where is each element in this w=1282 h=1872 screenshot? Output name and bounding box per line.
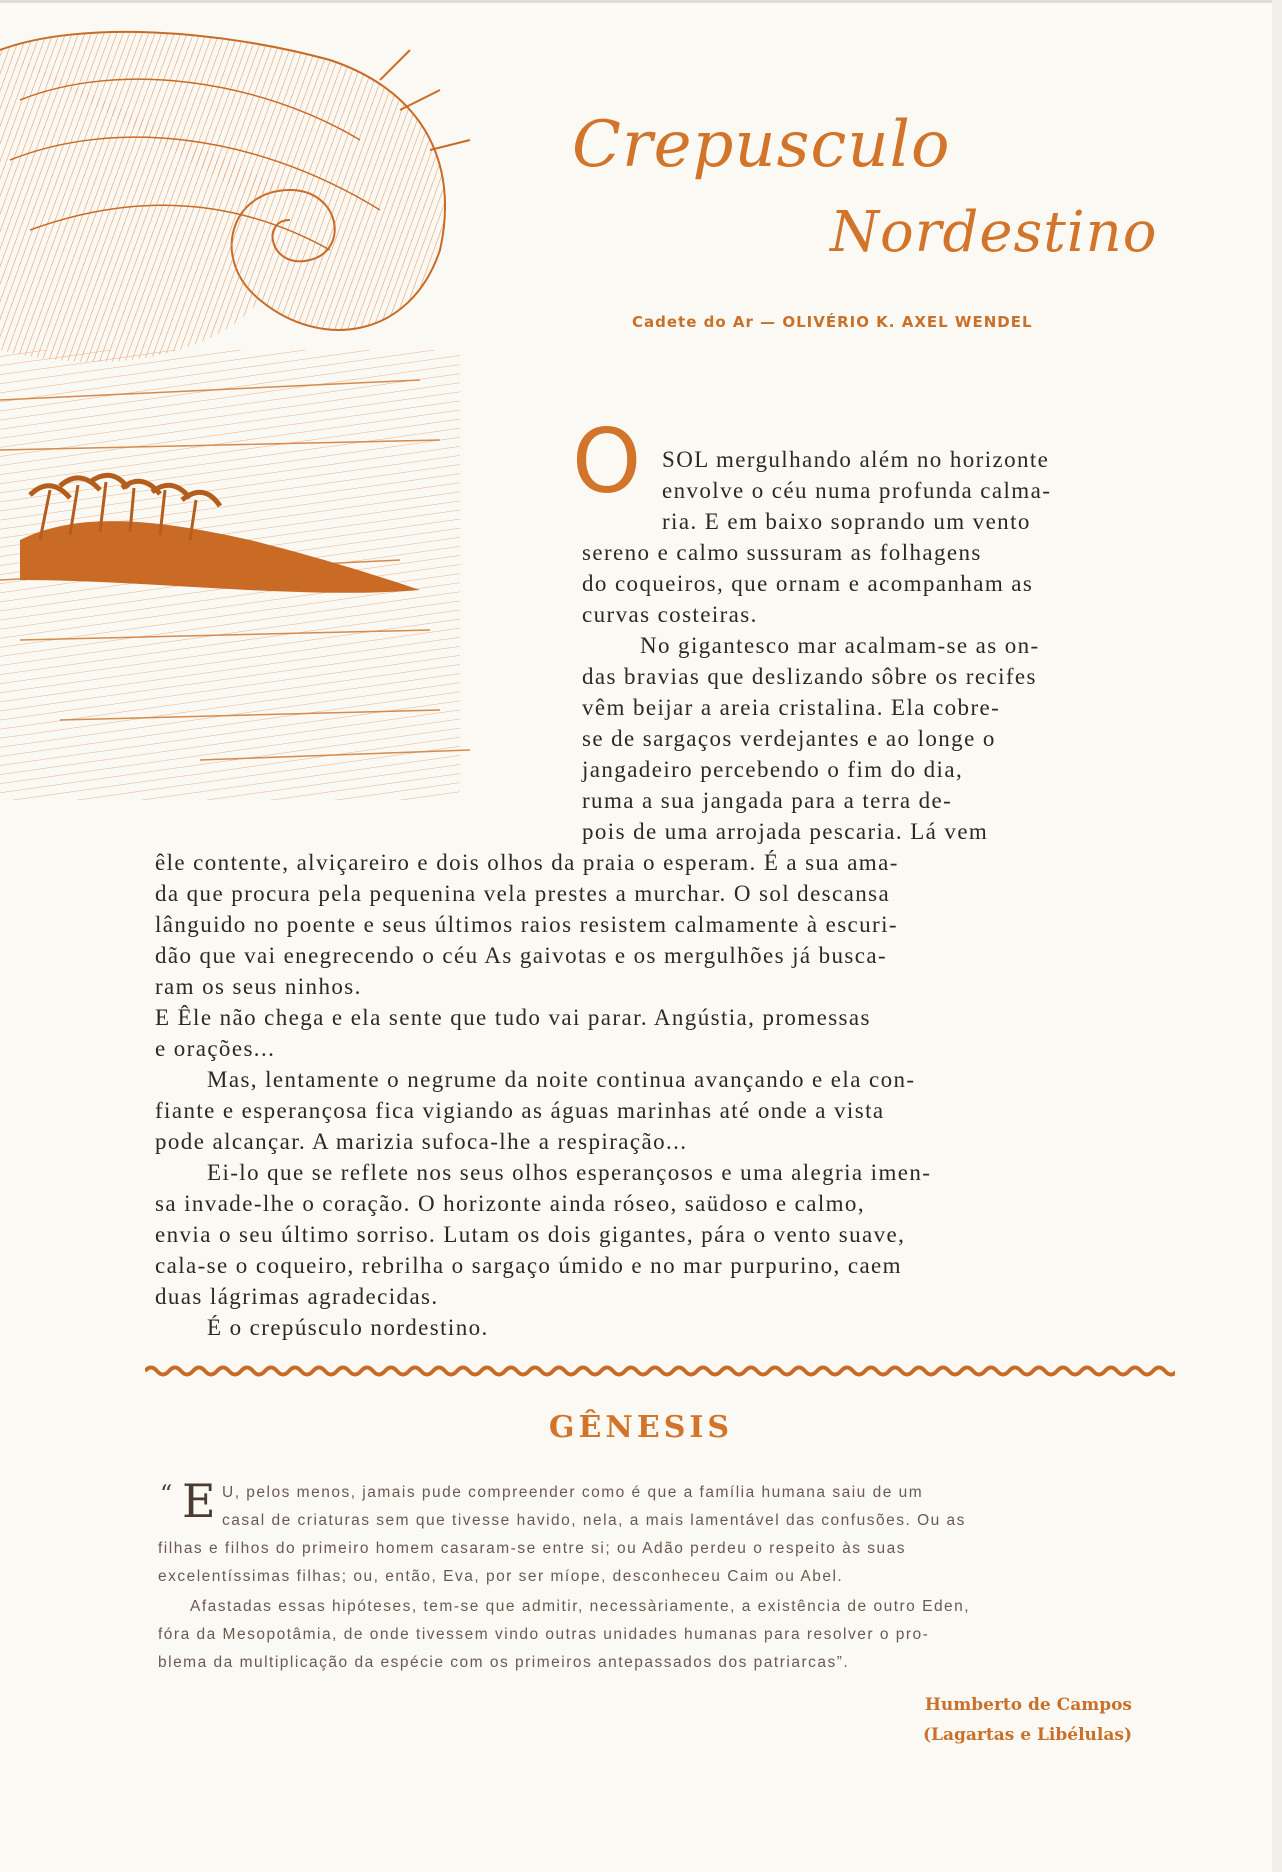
- drop-cap: O: [572, 410, 642, 513]
- wavy-divider: [145, 1362, 1175, 1380]
- body-line: dão que vai enegrecendo o céu As gaivotas e os mergulhões já busca-: [155, 943, 888, 968]
- genesis-line: Afastadas essas hipóteses, tem-se que admitir, necessàriamente, a existência de outro Eden,: [190, 1598, 971, 1615]
- body-line: pode alcançar. A marizia sufoca-lhe a respiração...: [155, 1129, 688, 1154]
- author-name: Humberto de Campos: [924, 1695, 1132, 1715]
- body-line: da que procura pela pequenina vela prestes a murchar. O sol descansa: [155, 881, 891, 906]
- genesis-line: fóra da Mesopotâmia, de onde tivessem vindo outras unidades humanas para resolver o pro-: [158, 1626, 930, 1643]
- body-line: sereno e calmo sussuram as folhagens: [582, 540, 982, 565]
- body-line: sa invade-lhe o coração. O horizonte ainda róseo, saüdoso e calmo,: [155, 1191, 865, 1216]
- wave-illustration: [0, 20, 490, 800]
- body-line: fiante e esperançosa fica vigiando as águas marinhas até onde a vista: [155, 1098, 885, 1123]
- body-line: E Êle não chega e ela sente que tudo vai parar. Angústia, promessas: [155, 1005, 871, 1030]
- body-line: se de sargaços verdejantes e ao longe o: [582, 726, 996, 751]
- body-line: ram os seus ninhos.: [155, 974, 362, 999]
- body-line: ria. E em baixo soprando um vento: [662, 509, 1031, 534]
- body-line: envia o seu último sorriso. Lutam os dois gigantes, pára o vento suave,: [155, 1222, 906, 1247]
- body-line: Ei-lo que se reflete nos seus olhos esperançosos e uma alegria imen-: [207, 1160, 932, 1185]
- body-line: cala-se o coqueiro, rebrilha o sargaço úmido e no mar purpurino, caem: [155, 1253, 902, 1278]
- body-line: e orações...: [155, 1036, 276, 1061]
- genesis-drop-cap: E: [182, 1474, 216, 1528]
- body-line: êle contente, alviçareiro e dois olhos da praia o esperam. É a sua ama-: [155, 850, 899, 875]
- open-quote: “: [160, 1480, 173, 1508]
- body-line: vêm beijar a areia cristalina. Ela cobre-: [582, 695, 1001, 720]
- body-line: envolve o céu numa profunda calma-: [662, 478, 1052, 503]
- genesis-title: GÊNESIS: [548, 1410, 734, 1445]
- body-line: lânguido no poente e seus últimos raios resistem calmamente à escuri-: [155, 912, 898, 937]
- genesis-line: filhas e filhos do primeiro homem casaram-se entre si; ou Adão perdeu o respeito às suas: [158, 1540, 907, 1557]
- body-line: do coqueiros, que ornam e acompanham as: [582, 571, 1034, 596]
- scan-edge-right: [1272, 0, 1282, 1872]
- genesis-line: blema da multiplicação da espécie com os primeiros antepassados dos patriarcas”.: [158, 1654, 850, 1671]
- wave-crest: [0, 32, 470, 362]
- body-line: SOL mergulhando além no horizonte: [662, 447, 1050, 472]
- genesis-line: casal de criaturas sem que tivesse havido, nela, a mais lamentável das confusões. Ou as: [222, 1512, 966, 1529]
- article-title-line1: Crepusculo: [572, 108, 951, 182]
- body-line: No gigantesco mar acalmam-se as on-: [640, 633, 1040, 658]
- body-line: curvas costeiras.: [582, 602, 758, 627]
- genesis-line: U, pelos menos, jamais pude compreender como é que a família humana saiu de um: [222, 1484, 924, 1501]
- body-line: Mas, lentamente o negrume da noite continua avançando e ela con-: [207, 1067, 916, 1092]
- body-line: jangadeiro percebendo o fim do dia,: [582, 757, 964, 782]
- body-line: duas lágrimas agradecidas.: [155, 1284, 439, 1309]
- genesis-attribution: [923, 1690, 1132, 1750]
- body-line: pois de uma arrojada pescaria. Lá vem: [582, 819, 989, 844]
- body-line: É o crepúsculo nordestino.: [207, 1315, 489, 1340]
- article-title-line2: Nordestino: [830, 200, 1158, 265]
- body-line: ruma a sua jangada para a terra de-: [582, 788, 953, 813]
- body-line: das bravias que deslizando sôbre os recifes: [582, 664, 1037, 689]
- genesis-line: excelentíssimas filhas; ou, então, Eva, por ser míope, desconheceu Caim ou Abel.: [158, 1568, 844, 1585]
- article-byline: Cadete do Ar — OLIVÉRIO K. AXEL WENDEL: [632, 313, 1033, 331]
- scan-edge-top: [0, 0, 1282, 3]
- author-source: (Lagartas e Libélulas): [923, 1725, 1132, 1745]
